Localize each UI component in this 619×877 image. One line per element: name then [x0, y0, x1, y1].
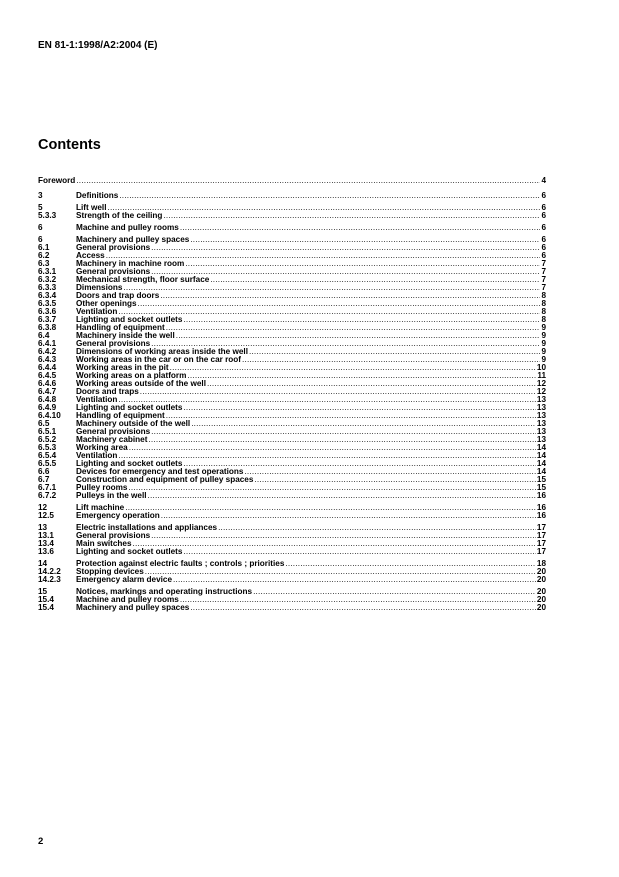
toc-entry-title: Lighting and socket outlets: [76, 547, 183, 556]
dot-leader: [166, 412, 536, 420]
toc-entry-page: 12: [536, 379, 546, 388]
toc-entry-title: Access: [76, 251, 105, 260]
toc-entry-page: 14: [536, 451, 546, 460]
dot-leader: [253, 588, 536, 596]
toc-entry-title: Working areas on a platform: [76, 371, 187, 380]
dot-leader: [173, 576, 536, 584]
toc-entry-title: Ventilation: [76, 451, 118, 460]
toc-entry-page: 16: [536, 503, 546, 512]
toc-entry-title: Ventilation: [76, 395, 118, 404]
dot-leader: [191, 420, 536, 428]
toc-entry-number: 6.4.6: [38, 379, 57, 388]
toc-entry-page: 13: [536, 411, 546, 420]
toc-entry[interactable]: [38, 576, 546, 584]
toc-entry-title: Working areas outside of the well: [76, 379, 206, 388]
dot-leader: [207, 380, 536, 388]
toc-entry-number: 6.4.5: [38, 371, 57, 380]
toc-entry-number: 6.5.2: [38, 435, 57, 444]
toc-entry-number: 6.4.7: [38, 387, 57, 396]
toc-entry-page: 8: [541, 315, 546, 324]
toc-entry-title: Handling of equipment: [76, 411, 165, 420]
toc-entry-number: 13: [38, 523, 48, 532]
toc-entry-number: 6.3.7: [38, 315, 57, 324]
toc-entry-title: Machinery and pulley spaces: [76, 603, 190, 612]
toc-entry-title: Stopping devices: [76, 567, 144, 576]
dot-leader: [151, 532, 536, 540]
toc-entry-title: Ventilation: [76, 307, 118, 316]
toc-entry-page: 16: [536, 491, 546, 500]
dot-leader: [183, 404, 535, 412]
toc-entry[interactable]: [38, 224, 546, 232]
toc-entry-number: 6.4.3: [38, 355, 57, 364]
toc-entry-page: 15: [536, 475, 546, 484]
dot-leader: [119, 192, 540, 200]
toc-entry-page: 10: [536, 363, 546, 372]
toc-entry-number: 12: [38, 503, 48, 512]
toc-entry-title: Machine and pulley rooms: [76, 223, 179, 232]
toc-entry-page: 16: [536, 511, 546, 520]
dot-leader: [166, 324, 541, 332]
dot-leader: [151, 244, 540, 252]
toc-entry-number: 6.4.8: [38, 395, 57, 404]
toc-entry-number: 6.7.1: [38, 483, 57, 492]
toc-entry-title: Lighting and socket outlets: [76, 403, 183, 412]
toc-entry[interactable]: [38, 512, 546, 520]
toc-entry-number: 6.1: [38, 243, 50, 252]
dot-leader: [183, 548, 535, 556]
toc-entry-number: 6.3.6: [38, 307, 57, 316]
toc-entry-title: Dimensions: [76, 283, 123, 292]
toc-entry-page: 6: [541, 223, 546, 232]
toc-entry-page: 7: [541, 259, 546, 268]
dot-leader: [125, 504, 536, 512]
toc-entry-number: 6.5.4: [38, 451, 57, 460]
toc-entry-title: Working areas in the car or on the car roof: [76, 355, 242, 364]
toc-entry-number: 6.3.2: [38, 275, 57, 284]
toc-entry-title: Dimensions of working areas inside the well: [76, 347, 248, 356]
toc-entry-page: 14: [536, 459, 546, 468]
dot-leader: [285, 560, 536, 568]
toc-entry-title: Machinery and pulley spaces: [76, 235, 190, 244]
toc-entry-page: 6: [541, 211, 546, 220]
table-of-contents: [38, 177, 546, 612]
toc-entry-page: 13: [536, 395, 546, 404]
toc-entry-page: 18: [536, 559, 546, 568]
toc-entry-title: Lift well: [76, 203, 107, 212]
dot-leader: [244, 468, 535, 476]
toc-entry-title: Lighting and socket outlets: [76, 459, 183, 468]
toc-entry-title: Mechanical strength, floor surface: [76, 275, 210, 284]
toc-entry-number: 6.5.5: [38, 459, 57, 468]
page-number: 2: [38, 836, 44, 847]
toc-entry-number: 14: [38, 559, 48, 568]
toc-entry-number: 6.2: [38, 251, 50, 260]
toc-entry-number: 6.4.4: [38, 363, 57, 372]
toc-entry-number: 6.7: [38, 475, 50, 484]
dot-leader: [148, 492, 536, 500]
toc-entry-page: 8: [541, 291, 546, 300]
toc-entry-number: 6.3.5: [38, 299, 57, 308]
toc-entry-page: 9: [541, 355, 546, 364]
toc-entry-page: 11: [537, 371, 546, 380]
toc-entry-page: 7: [541, 283, 546, 292]
toc-entry[interactable]: [38, 192, 546, 200]
dot-leader: [242, 356, 540, 364]
toc-entry-page: 7: [541, 267, 546, 276]
toc-entry-number: 6.5: [38, 419, 50, 428]
toc-entry-number: 6.7.2: [38, 491, 57, 500]
document-id: EN 81-1:1998/A2:2004 (E): [38, 40, 158, 51]
toc-entry-number: 6.4.10: [38, 411, 61, 420]
toc-entry-page: 6: [541, 243, 546, 252]
toc-entry-title: Handling of equipment: [76, 323, 165, 332]
toc-entry-page: 13: [536, 419, 546, 428]
toc-entry-page: 17: [536, 531, 546, 540]
toc-entry-number: 6.3: [38, 259, 50, 268]
toc-entry-title: General provisions: [76, 339, 151, 348]
toc-entry-page: 9: [541, 331, 546, 340]
dot-leader: [180, 596, 536, 604]
toc-entry-number: 12.5: [38, 511, 54, 520]
toc-entry-page: 8: [541, 307, 546, 316]
toc-entry-number: 15.4: [38, 595, 54, 604]
toc-entry-number: 6.3.4: [38, 291, 57, 300]
toc-entry-title: Emergency alarm device: [76, 575, 173, 584]
toc-entry[interactable]: [38, 177, 546, 185]
toc-entry-title: Working area: [76, 443, 128, 452]
dot-leader: [123, 284, 540, 292]
toc-entry-title: Machine and pulley rooms: [76, 595, 179, 604]
dot-leader: [185, 260, 540, 268]
dot-leader: [249, 348, 540, 356]
dot-leader: [180, 224, 541, 232]
toc-entry-page: 7: [541, 275, 546, 284]
dot-leader: [254, 476, 535, 484]
toc-entry[interactable]: [38, 604, 546, 612]
toc-entry-number: 5: [38, 203, 43, 212]
toc-entry-number: 15.4: [38, 603, 54, 612]
toc-entry-page: 14: [536, 467, 546, 476]
toc-entry-page: 4: [541, 176, 546, 185]
toc-entry-page: 17: [536, 523, 546, 532]
page-title: Contents: [38, 137, 101, 153]
toc-entry-number: 15: [38, 587, 48, 596]
toc-entry-page: 20: [536, 575, 546, 584]
dot-leader: [140, 388, 536, 396]
toc-entry-number: 13.1: [38, 531, 54, 540]
toc-entry-title: General provisions: [76, 427, 151, 436]
toc-entry-page: 6: [541, 203, 546, 212]
toc-entry-page: 9: [541, 339, 546, 348]
toc-entry-page: 17: [536, 539, 546, 548]
toc-entry-number: 3: [38, 191, 43, 200]
toc-entry-title: Pulleys in the well: [76, 491, 147, 500]
toc-entry-title: Machinery inside the well: [76, 331, 175, 340]
toc-entry-page: 20: [536, 603, 546, 612]
toc-entry-page: 9: [541, 323, 546, 332]
dot-leader: [76, 177, 540, 185]
toc-entry-page: 12: [536, 387, 546, 396]
dot-leader: [218, 524, 536, 532]
dot-leader: [107, 204, 540, 212]
toc-entry-title: Foreword: [38, 176, 76, 185]
toc-entry-number: 6.4.1: [38, 339, 57, 348]
toc-entry[interactable]: [38, 212, 546, 220]
toc-entry-title: Definitions: [76, 191, 119, 200]
toc-entry-title: Machinery outside of the well: [76, 419, 191, 428]
toc-entry-title: General provisions: [76, 267, 151, 276]
dot-leader: [176, 332, 541, 340]
dot-leader: [160, 292, 540, 300]
dot-leader: [128, 484, 535, 492]
toc-entry-number: 6.3.8: [38, 323, 57, 332]
toc-entry-page: 13: [536, 403, 546, 412]
toc-entry-page: 6: [541, 251, 546, 260]
toc-entry-number: 6.5.3: [38, 443, 57, 452]
dot-leader: [170, 364, 536, 372]
toc-entry-number: 5.3.3: [38, 211, 57, 220]
dot-leader: [161, 512, 536, 520]
dot-leader: [138, 300, 541, 308]
toc-entry-title: Doors and trap doors: [76, 291, 160, 300]
dot-leader: [190, 236, 540, 244]
toc-entry-number: 6.6: [38, 467, 50, 476]
toc-entry[interactable]: [38, 492, 546, 500]
dot-leader: [163, 212, 540, 220]
toc-entry-number: 6.3.1: [38, 267, 57, 276]
toc-entry-number: 6: [38, 223, 43, 232]
toc-entry-page: 20: [536, 595, 546, 604]
toc-entry-number: 6.4.9: [38, 403, 57, 412]
toc-entry-number: 6: [38, 235, 43, 244]
toc-entry-page: 15: [536, 483, 546, 492]
toc-entry-title: General provisions: [76, 243, 151, 252]
toc-entry-title: Protection against electric faults ; controls ; priorities: [76, 559, 285, 568]
toc-entry-title: Construction and equipment of pulley spaces: [76, 475, 254, 484]
dot-leader: [210, 276, 540, 284]
toc-entry-title: Machinery in machine room: [76, 259, 185, 268]
dot-leader: [190, 604, 536, 612]
toc-entry-title: Strength of the ceiling: [76, 211, 163, 220]
toc-entry-page: 6: [541, 191, 546, 200]
toc-entry-title: Emergency operation: [76, 511, 160, 520]
toc-entry-number: 6.4.2: [38, 347, 57, 356]
toc-entry-title: Machinery cabinet: [76, 435, 148, 444]
toc-entry-page: 20: [536, 567, 546, 576]
toc-entry-title: Devices for emergency and test operations: [76, 467, 244, 476]
toc-entry-title: Lighting and socket outlets: [76, 315, 183, 324]
toc-entry-page: 9: [541, 347, 546, 356]
toc-entry-number: 6.3.3: [38, 283, 57, 292]
toc-entry[interactable]: [38, 244, 546, 252]
toc-entry[interactable]: [38, 548, 546, 556]
toc-entry-number: 6.4: [38, 331, 50, 340]
toc-entry-title: Main switches: [76, 539, 132, 548]
toc-entry-number: 13.6: [38, 547, 54, 556]
toc-entry-title: Lift machine: [76, 503, 125, 512]
toc-entry-title: Pulley rooms: [76, 483, 128, 492]
toc-entry-page: 13: [536, 427, 546, 436]
dot-leader: [183, 316, 540, 324]
toc-entry-number: 14.2.3: [38, 575, 61, 584]
toc-entry-title: General provisions: [76, 531, 151, 540]
dot-leader: [129, 444, 536, 452]
dot-leader: [145, 568, 536, 576]
toc-entry-page: 13: [536, 435, 546, 444]
toc-entry-page: 6: [541, 235, 546, 244]
dot-leader: [187, 372, 536, 380]
toc-entry-page: 8: [541, 299, 546, 308]
toc-entry-title: Other openings: [76, 299, 137, 308]
toc-entry-number: 6.5.1: [38, 427, 57, 436]
toc-entry-title: Doors and traps: [76, 387, 139, 396]
dot-leader: [148, 436, 535, 444]
toc-entry-page: 14: [536, 443, 546, 452]
dot-leader: [151, 268, 540, 276]
toc-entry-title: Electric installations and appliances: [76, 523, 218, 532]
toc-entry-number: 13.4: [38, 539, 54, 548]
toc-entry-number: 14.2.2: [38, 567, 61, 576]
toc-entry-title: Notices, markings and operating instructions: [76, 587, 253, 596]
dot-leader: [151, 428, 536, 436]
toc-entry-page: 17: [536, 547, 546, 556]
toc-entry-page: 20: [536, 587, 546, 596]
dot-leader: [133, 540, 536, 548]
toc-entry-title: Working areas in the pit: [76, 363, 169, 372]
